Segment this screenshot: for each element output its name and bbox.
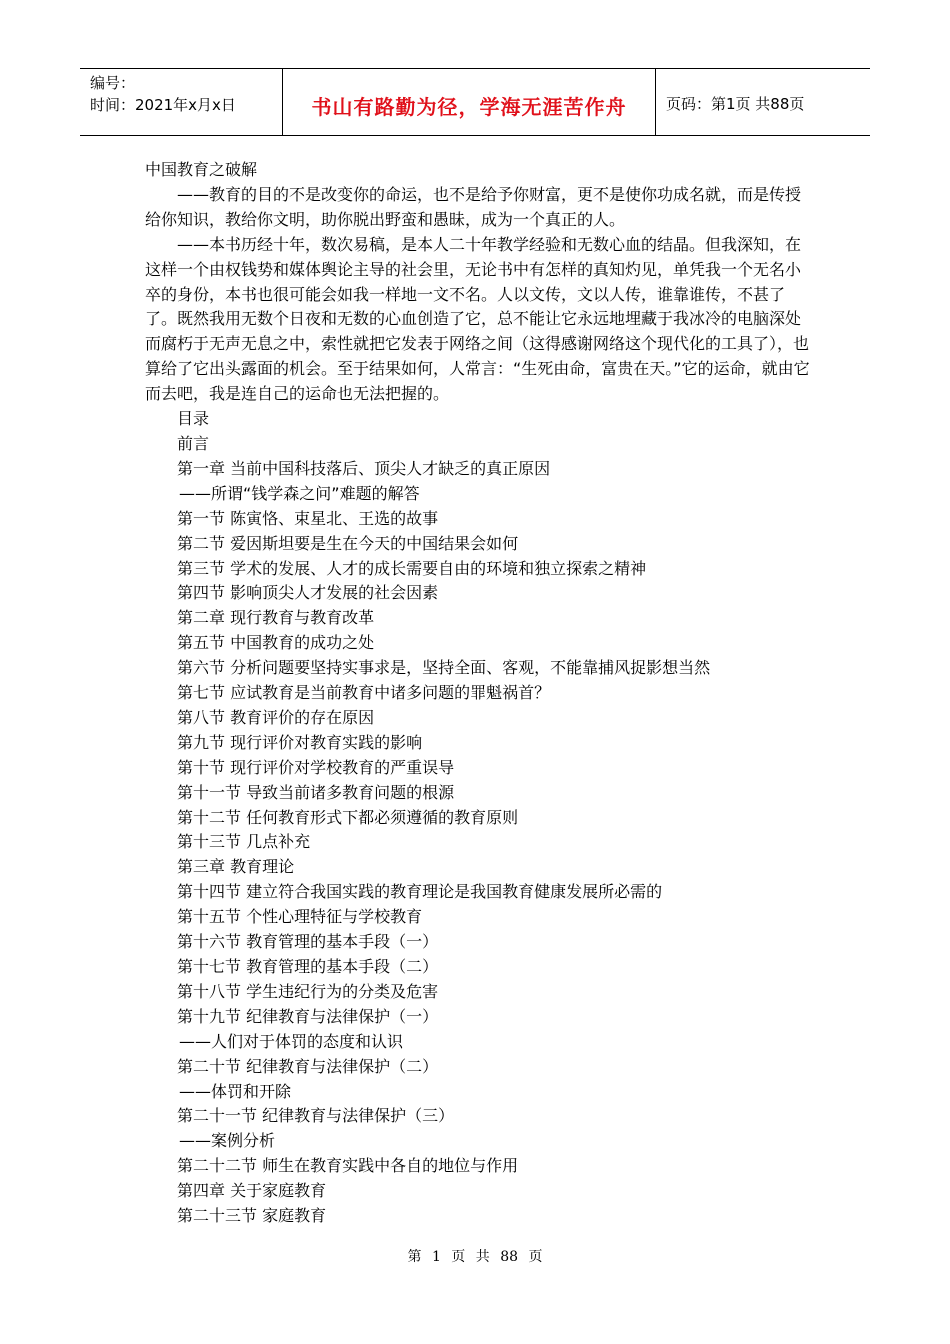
- toc-item: 第四章 关于家庭教育: [177, 1181, 327, 1201]
- toc-item: 第二十三节 家庭教育: [177, 1206, 327, 1226]
- toc-item: 第十九节 纪律教育与法律保护（一）: [177, 1006, 439, 1026]
- intro-paragraph: ——本书历经十年，数次易稿，是本人二十年教学经验和无数心血的结晶。但我深知，在这样一个由权钱势和媒体舆论主导的社会里，无论书中有怎样的真知灼见，单凭我一个无名小卒的身份，本书也很可能会如我一样地一文不名。人以文传，文以人传，谁靠谁传，不甚了了。既然我用无数个日夜和无数的心血创造了它，总不能让它永远地埋藏于我冰冷的电脑深处而腐朽于无声无息之中，索性就把它发表于网络之间（这得感谢网络这个现代化的工具了），也算给了它出头露面的机会。至于结果如何，人常言：“生死由命，富贵在天。”它的运命，就由它而去吧，我是连自己的运命也无法把握的。: [145, 234, 810, 404]
- toc-item: 第三节 学术的发展、人才的成长需要自由的环境和独立探索之精神: [177, 558, 647, 578]
- toc-item: 第十六节 教育管理的基本手段（一）: [177, 932, 439, 952]
- header-page-cell: [656, 69, 870, 135]
- toc-item: 第十四节 建立符合我国实践的教育理论是我国教育健康发展所必需的: [177, 882, 663, 902]
- table-of-contents: [145, 407, 815, 1229]
- header-motto-cell: [282, 69, 656, 135]
- toc-subtitle: ——体罚和开除: [179, 1081, 292, 1101]
- toc-item: 第二十二节 师生在教育实践中各自的地位与作用: [177, 1156, 519, 1176]
- toc-item: 第十七节 教育管理的基本手段（二）: [177, 957, 439, 976]
- toc-item: 第三章 教育理论: [177, 857, 295, 877]
- toc-item: 前言: [177, 433, 210, 453]
- header-motto: 书山有路勤为径，学海无涯苦作舟: [311, 95, 627, 119]
- toc-item: 第二节 爱因斯坦要是生在今天的中国结果会如何: [177, 533, 519, 553]
- toc-item: 第十三节 几点补充: [177, 832, 311, 852]
- document-number-label: 编号：: [90, 74, 136, 92]
- toc-item: 第十一节 导致当前诸多教育问题的根源: [177, 782, 455, 802]
- toc-item: 第十二节 任何教育形式下都必须遵循的教育原则: [177, 807, 519, 827]
- toc-item: 第二章 现行教育与教育改革: [177, 608, 375, 628]
- intro-paragraph: ——教育的目的不是改变你的命运，也不是给予你财富，更不是使你功成名就，而是传授给你知识，教给你文明，助你脱出野蛮和愚昧，成为一个真正的人。: [145, 184, 802, 229]
- toc-item: 第十八节 学生违纪行为的分类及危害: [177, 981, 439, 1001]
- toc-item: 第六节 分析问题要坚持实事求是，坚持全面、客观，不能靠捕风捉影想当然: [177, 658, 711, 678]
- toc-item: 第四节 影响顶尖人才发展的社会因素: [177, 583, 439, 603]
- toc-item: 第十节 现行评价对学校教育的严重误导: [177, 757, 455, 777]
- toc-heading: 目录: [177, 409, 210, 429]
- toc-item: 第九节 现行评价对教育实践的影响: [177, 732, 423, 752]
- toc-item: 第七节 应试教育是当前教育中诸多问题的罪魁祸首？: [177, 683, 551, 703]
- document-title: 中国教育之破解: [145, 160, 258, 179]
- header-page-info: 页码：第1页 共88页: [666, 95, 805, 113]
- toc-subtitle: ——案例分析: [179, 1131, 276, 1151]
- toc-item: 第八节 教育评价的存在原因: [177, 707, 375, 727]
- document-date: 时间：2021年x月x日: [90, 96, 236, 114]
- toc-item: 第二十一节 纪律教育与法律保护（三）: [177, 1106, 455, 1126]
- toc-subtitle: ——所谓“钱学森之问”难题的解答: [179, 483, 420, 503]
- header-meta: [80, 69, 282, 135]
- toc-item: 第一章 当前中国科技落后、顶尖人才缺乏的真正原因: [177, 458, 551, 478]
- page-footer: 第 1 页 共 88 页: [407, 1249, 543, 1265]
- toc-subtitle: ——人们对于体罚的态度和认识: [179, 1031, 404, 1051]
- page-header: [80, 68, 870, 136]
- document-body: [145, 158, 815, 1229]
- toc-item: 第五节 中国教育的成功之处: [177, 633, 375, 653]
- toc-item: 第二十节 纪律教育与法律保护（二）: [177, 1056, 439, 1076]
- toc-item: 第十五节 个性心理特征与学校教育: [177, 907, 423, 927]
- toc-item: 第一节 陈寅恪、束星北、王选的故事: [177, 508, 439, 528]
